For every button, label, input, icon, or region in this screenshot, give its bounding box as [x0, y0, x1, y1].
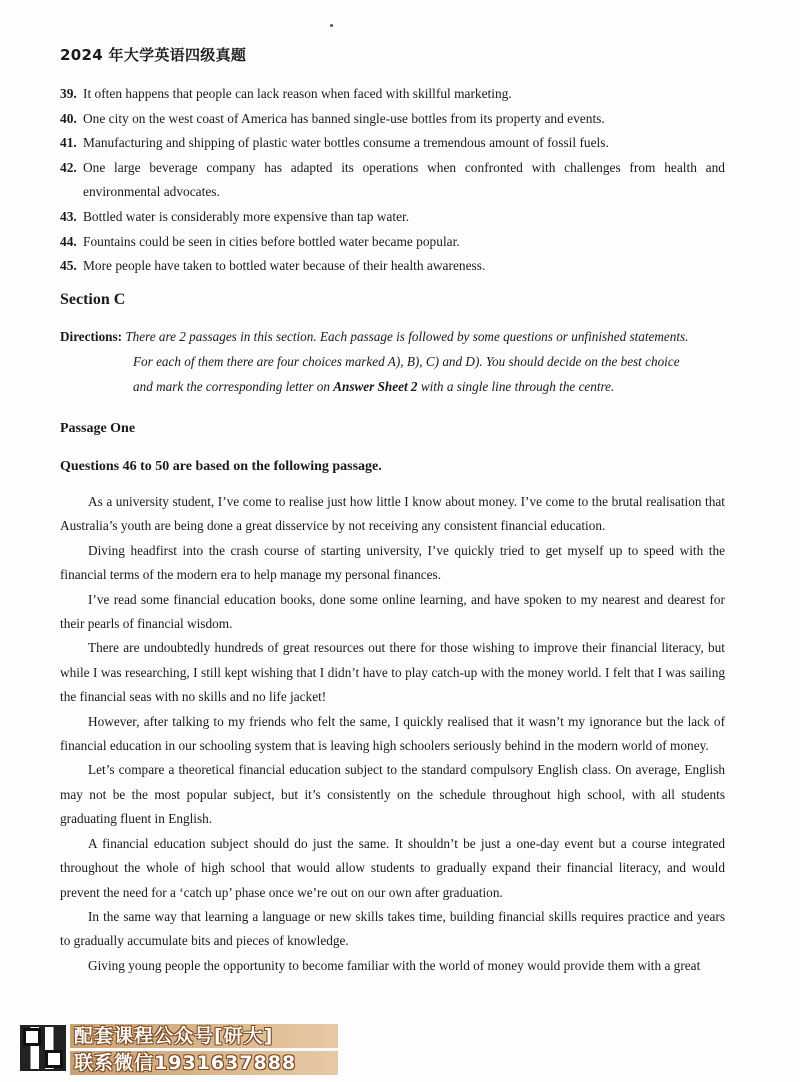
answer-sheet-label: Answer Sheet 2	[333, 378, 418, 394]
statement-text: It often happens that people can lack reason when faced with skillful marketing.	[83, 86, 512, 101]
scan-dot	[330, 24, 333, 27]
passage-paragraph: Diving headfirst into the crash course of starting university, I’ve quickly tried to get myself up to speed with the financial terms of the modern era to help manage my personal finances.	[60, 542, 725, 583]
statement-number: 40.	[60, 110, 77, 126]
passage-paragraph: A financial education subject should do just the same. It shouldn’t be just a one-day event but a course integrated throughout the whole of high school that would allow students to gradually expand their financial literacy, and would prevent the need for a ‘catch up’ phase once we’re out on our own after graduation.	[60, 835, 725, 900]
statement-text: Manufacturing and shipping of plastic water bottles consume a tremendous amount of fossil fuels.	[83, 135, 609, 151]
directions-line-3	[60, 375, 725, 400]
statement-number: 42.	[60, 159, 77, 175]
page-header: 2024 年大学英语四级真题	[60, 46, 247, 64]
passage-paragraph: There are undoubtedly hundreds of great resources out there for those wishing to improve their financial literacy, but while I was researching, I still kept wishing that I didn’t have to play catch-up with the money world. I felt that I was sailing the financial seas with no skills and no life jacket!	[60, 640, 725, 705]
statement-item	[60, 107, 725, 132]
passage-paragraph: Giving young people the opportunity to become familiar with the world of money would provide them with a great	[88, 957, 701, 973]
directions-line-1: There are 2 passages in this section. Each passage is followed by some questions or unfinished statements.	[125, 329, 689, 344]
statement-item	[60, 156, 725, 205]
passage-paragraph: However, after talking to my friends who felt the same, I quickly realised that it wasn’t my ignorance but the lack of financial education in our schooling system that is leaving high schoolers seriously behind in the modern world of money.	[60, 713, 725, 754]
statement-text: Fountains could be seen in cities before bottled water became popular.	[83, 233, 460, 249]
passage-paragraph: As a university student, I’ve come to realise just how little I know about money. I’ve come to the brutal realisation that Australia’s youth are being done a great disservice by not receiving any consistent financial education.	[60, 494, 725, 534]
statement-item	[60, 254, 725, 279]
statement-number: 41.	[60, 135, 77, 151]
statement-item	[60, 205, 725, 230]
statement-text: More people have taken to bottled water because of their health awareness.	[83, 258, 486, 274]
passage-paragraph: In the same way that learning a language or new skills takes time, building financial skills requires practice and years to gradually accumulate bits and pieces of knowledge.	[60, 908, 725, 949]
watermark-line-1: 配套课程公众号[研大]	[70, 1024, 338, 1048]
statement-list	[60, 82, 725, 279]
statement-item	[60, 230, 725, 255]
section-title: Section C	[60, 291, 126, 308]
statement-number: 39.	[60, 86, 77, 101]
statement-text: One large beverage company has adapted its operations when confronted with challenges from health and environmental advocates.	[83, 159, 725, 200]
passage-paragraph: Let’s compare a theoretical financial education subject to the standard compulsory English class. On average, English may not be the most popular subject, but it’s consistently on the schedule throughout high school, with all students graduating fluent in English.	[60, 762, 725, 827]
statement-item	[60, 131, 725, 156]
passage-paragraph: I’ve read some financial education books, done some online learning, and have spoken to my nearest and dearest for their pearls of financial wisdom.	[60, 591, 725, 632]
directions-label: Directions:	[60, 329, 123, 344]
watermark-line-2: 联系微信1931637888	[70, 1051, 338, 1075]
passage-body	[60, 490, 725, 978]
statement-number: 44.	[60, 233, 77, 249]
qr-code-icon	[20, 1025, 66, 1071]
directions-line-2: For each of them there are four choices marked A), B), C) and D). You should decide on the best choice	[133, 353, 680, 369]
passage-title: Passage One	[60, 421, 136, 436]
watermark-footer	[14, 1022, 324, 1080]
statement-item	[60, 82, 725, 107]
statement-text: One city on the west coast of America has banned single-use bottles from its property and events.	[83, 110, 605, 126]
statement-number: 43.	[60, 208, 77, 224]
questions-title: Questions 46 to 50 are based on the following passage.	[60, 459, 382, 474]
statement-number: 45.	[60, 258, 77, 274]
statement-text: Bottled water is considerably more expensive than tap water.	[83, 208, 410, 224]
directions-block	[60, 325, 725, 399]
directions-line-3-post: with a single line through the centre.	[417, 378, 615, 394]
directions-line-3-pre: and mark the corresponding letter on	[133, 378, 334, 394]
